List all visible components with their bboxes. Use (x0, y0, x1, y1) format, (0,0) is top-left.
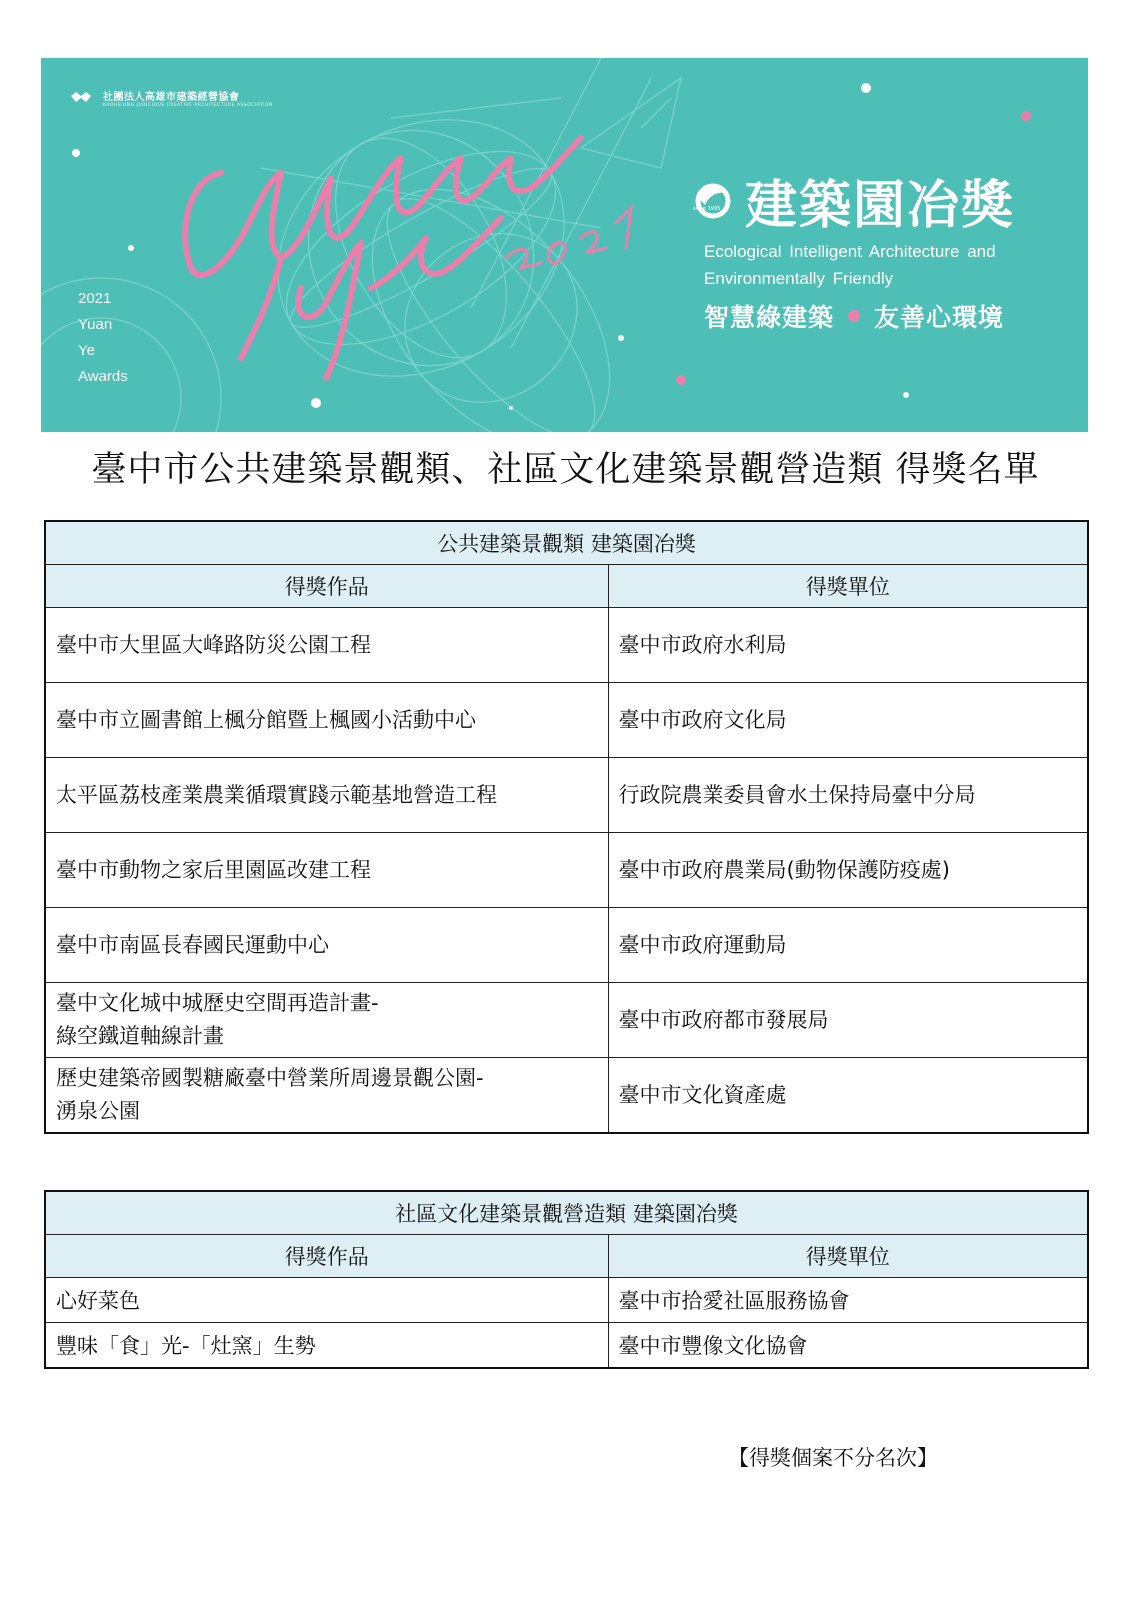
org-name: 社團法人高雄市建築經營協會 (103, 92, 240, 103)
table-row (45, 833, 1088, 908)
table-row (45, 1278, 1088, 1323)
table-row (45, 1058, 1088, 1134)
award-work: 心好菜色 (45, 1278, 608, 1323)
table-row (45, 758, 1088, 833)
slogan-en-line: Ecological Intelligent Architecture and (704, 242, 996, 261)
side-text-line: Awards (78, 368, 128, 385)
slogan-english (704, 238, 996, 292)
slogan-en-line: Environmentally Friendly (704, 269, 894, 288)
award-unit: 臺中市政府文化局 (608, 683, 1088, 758)
award-unit: 臺中市文化資產處 (608, 1058, 1088, 1134)
table-row (45, 908, 1088, 983)
table-row (45, 608, 1088, 683)
side-text-line: 2021 (78, 290, 112, 307)
column-header-unit: 得獎單位 (608, 565, 1088, 608)
award-logo-icon (691, 179, 735, 223)
table-title: 社區文化建築景觀營造類 建築園冶獎 (45, 1191, 1088, 1235)
table-row (45, 683, 1088, 758)
table-title: 公共建築景觀類 建築園冶獎 (45, 521, 1088, 565)
award-work: 臺中市南區長春國民運動中心 (45, 908, 608, 983)
public-architecture-award-table (44, 520, 1089, 1134)
award-work-line: 綠空鐵道軸線計畫 (56, 1024, 224, 1048)
separator-dot-icon (848, 310, 860, 322)
award-work: 臺中市立圖書館上楓分館暨上楓國小活動中心 (45, 683, 608, 758)
award-unit: 行政院農業委員會水土保持局臺中分局 (608, 758, 1088, 833)
slogan-chinese (704, 298, 1004, 334)
award-work: 太平區荔枝產業農業循環實踐示範基地營造工程 (45, 758, 608, 833)
since-label: since 1995 (693, 206, 721, 212)
award-work (45, 1058, 608, 1134)
page-title: 臺中市公共建築景觀類、社區文化建築景觀營造類 得獎名單 (91, 450, 1040, 490)
column-header-unit: 得獎單位 (608, 1235, 1088, 1278)
header-banner (41, 58, 1088, 432)
award-unit: 臺中市政府水利局 (608, 608, 1088, 683)
slogan-zh-right: 友善心環境 (874, 303, 1005, 332)
award-work-line: 歷史建築帝國製糖廠臺中營業所周邊景觀公園- (56, 1066, 484, 1090)
table-row (45, 1323, 1088, 1369)
award-work-line: 臺中文化城中城歷史空間再造計畫- (56, 991, 379, 1015)
award-unit: 臺中市政府都市發展局 (608, 983, 1088, 1058)
award-work (45, 983, 608, 1058)
organization-logo (71, 88, 273, 108)
brand-title: 建築園冶獎 (745, 176, 1016, 236)
award-unit: 臺中市拾愛社區服務協會 (608, 1278, 1088, 1323)
award-work: 臺中市動物之家后里園區改建工程 (45, 833, 608, 908)
award-year-text (78, 286, 128, 390)
ranking-note: 【得獎個案不分名次】 (728, 1446, 938, 1470)
community-culture-award-table (44, 1190, 1089, 1369)
award-unit: 臺中市政府運動局 (608, 908, 1088, 983)
column-header-work: 得獎作品 (45, 565, 608, 608)
table-row (45, 983, 1088, 1058)
slogan-zh-left: 智慧綠建築 (704, 303, 835, 332)
side-text-line: Ye (78, 342, 95, 359)
column-header-work: 得獎作品 (45, 1235, 608, 1278)
org-name-en: KAOHSIUNG JUDICIOUS CREATIVE ARCHITECTURE ASSOCIATION (103, 103, 273, 108)
award-unit: 臺中市政府農業局(動物保護防疫處) (608, 833, 1088, 908)
award-work-line: 湧泉公園 (56, 1099, 140, 1123)
award-brand (691, 163, 1015, 238)
award-work: 臺中市大里區大峰路防災公園工程 (45, 608, 608, 683)
side-text-line: Yuan (78, 316, 113, 333)
award-unit: 臺中市豐像文化協會 (608, 1323, 1088, 1369)
award-work: 豐味「食」光-「灶窯」生勢 (45, 1323, 608, 1369)
